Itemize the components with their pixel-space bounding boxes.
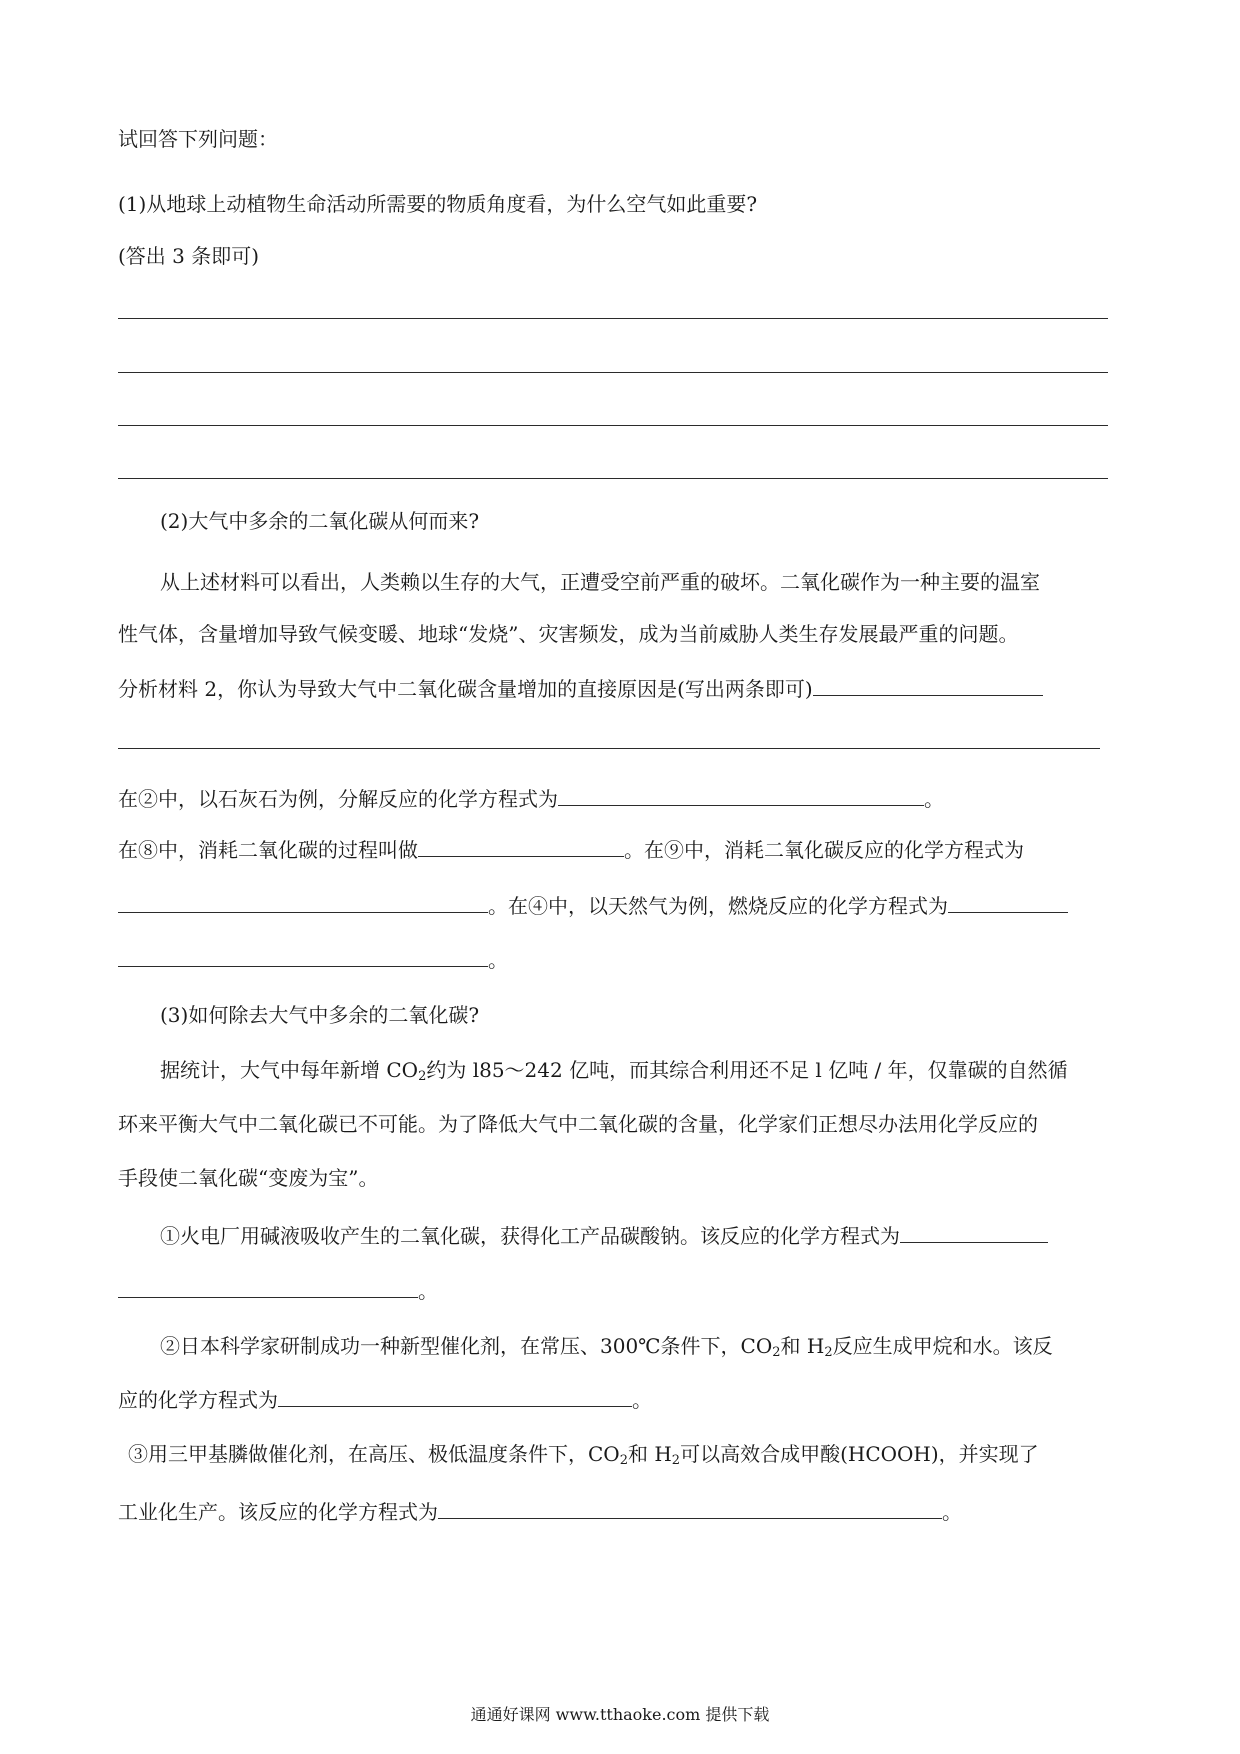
period: 。 <box>632 1388 652 1412</box>
q2-step4-line <box>118 890 1068 920</box>
q3-item-3-text-b: 和 H <box>627 1442 672 1466</box>
q3-item-3-text-c: 可以高效合成甲酸(HCOOH)，并实现了 <box>680 1442 1039 1466</box>
q2-step4-continued <box>118 944 508 974</box>
q3-item-3 <box>128 1440 1039 1468</box>
q3-item-2-text-a: ②日本科学家研制成功一种新型催化剂，在常压、300℃条件下，CO <box>160 1334 773 1358</box>
period: 。 <box>924 787 944 811</box>
subscript: 2 <box>824 1345 833 1360</box>
q2-limestone-line <box>118 783 944 813</box>
q3-item-3-continued <box>118 1496 962 1526</box>
q2-step8-line <box>118 834 1024 864</box>
q2-step9-prompt: 。在⑨中，消耗二氧化碳反应的化学方程式为 <box>624 838 1024 862</box>
q2-paragraph-line-2: 性气体，含量增加导致气候变暖、地球“发烧”、灾害频发，成为当前威胁人类生存发展最严重的问题。 <box>118 622 1019 646</box>
page-footer: 通通好课网 www.tthaoke.com 提供下载 <box>470 1705 770 1724</box>
q2-cause-prompt: 分析材料 2，你认为导致大气中二氧化碳含量增加的直接原因是(写出两条即可) <box>118 677 813 701</box>
q1-answer-line-1[interactable] <box>118 318 1108 319</box>
q3-paragraph-line-2: 环来平衡大气中二氧化碳已不可能。为了降低大气中二氧化碳的含量，化学家们正想尽办法用化学反应的 <box>118 1112 1038 1136</box>
subscript: 2 <box>418 1069 427 1084</box>
q2-limestone-prompt: 在②中，以石灰石为例，分解反应的化学方程式为 <box>118 787 558 811</box>
q3-paragraph-line-1 <box>160 1056 1068 1084</box>
period: 。 <box>418 1279 438 1303</box>
q2-heading: (2)大气中多余的二氧化碳从何而来? <box>160 509 480 533</box>
q2-step4-prompt: 。在④中，以天然气为例，燃烧反应的化学方程式为 <box>488 894 948 918</box>
q3-item-1-blank-b[interactable] <box>118 1275 418 1298</box>
q2-cause-answer-line[interactable] <box>118 748 1100 749</box>
q1-answer-line-3[interactable] <box>118 425 1108 426</box>
period: 。 <box>488 948 508 972</box>
q3-item-2-text-c: 反应生成甲烷和水。该反 <box>832 1334 1053 1358</box>
q1-answer-line-4[interactable] <box>118 478 1108 479</box>
q2-limestone-blank[interactable] <box>558 783 924 806</box>
q3-item-1-continued <box>118 1275 438 1305</box>
q3-para-text-b: 约为 l85～242 亿吨，而其综合利用还不足 l 亿吨 / 年，仅靠碳的自然循 <box>426 1058 1068 1082</box>
q3-item-2-blank[interactable] <box>278 1384 632 1407</box>
q1-answer-line-2[interactable] <box>118 372 1108 373</box>
q3-heading: (3)如何除去大气中多余的二氧化碳? <box>160 1003 480 1027</box>
q2-step4-blank-a[interactable] <box>948 890 1068 913</box>
q3-item-2-prompt: 应的化学方程式为 <box>118 1388 278 1412</box>
period: 。 <box>942 1500 962 1524</box>
q2-step8-blank[interactable] <box>418 834 624 857</box>
q2-step8-prompt: 在⑧中，消耗二氧化碳的过程叫做 <box>118 838 418 862</box>
q3-item-3-text-a: ③用三甲基膦做催化剂，在高压、极低温度条件下，CO <box>128 1442 620 1466</box>
q3-item-1-blank-a[interactable] <box>900 1220 1048 1243</box>
q2-paragraph-line-1: 从上述材料可以看出，人类赖以生存的大气，正遭受空前严重的破坏。二氧化碳作为一种主要的温室 <box>160 570 1040 594</box>
q1-question: (1)从地球上动植物生命活动所需要的物质角度看，为什么空气如此重要? <box>118 192 758 216</box>
intro-text: 试回答下列问题： <box>118 127 278 151</box>
q3-para-text-a: 据统计，大气中每年新增 CO <box>160 1058 419 1082</box>
q3-item-1-prompt: ①火电厂用碱液吸收产生的二氧化碳，获得化工产品碳酸钠。该反应的化学方程式为 <box>160 1224 900 1248</box>
q1-hint: (答出 3 条即可) <box>118 244 260 268</box>
q2-cause-blank[interactable] <box>813 673 1043 696</box>
q2-paragraph-line-3 <box>118 673 1043 703</box>
q3-item-3-prompt: 工业化生产。该反应的化学方程式为 <box>118 1500 438 1524</box>
q3-paragraph-line-3: 手段使二氧化碳“变废为宝”。 <box>118 1166 379 1190</box>
subscript: 2 <box>619 1453 628 1468</box>
subscript: 2 <box>772 1345 781 1360</box>
q3-item-2-text-b: 和 H <box>780 1334 825 1358</box>
q2-step4-blank-b[interactable] <box>118 944 488 967</box>
q3-item-1 <box>160 1220 1048 1250</box>
q3-item-2 <box>160 1332 1053 1360</box>
q2-step9-blank[interactable] <box>118 890 488 913</box>
q3-item-2-continued <box>118 1384 652 1414</box>
subscript: 2 <box>671 1453 681 1468</box>
q3-item-3-blank[interactable] <box>438 1496 942 1519</box>
